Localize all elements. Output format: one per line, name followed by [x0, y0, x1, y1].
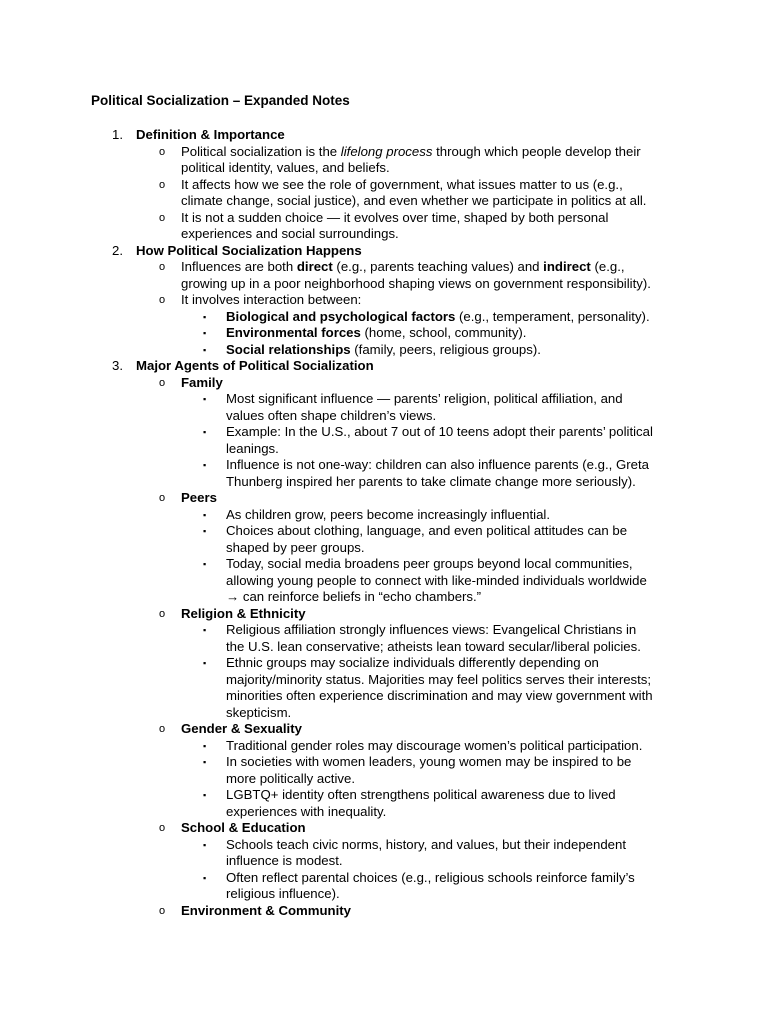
line-text [226, 837, 626, 854]
list-item [0, 144, 768, 161]
list-item [0, 457, 768, 474]
circle-bullet-icon: o [159, 607, 166, 620]
square-bullet-icon: ▪ [203, 460, 207, 470]
line-text [226, 424, 653, 441]
text-run: indirect [543, 259, 591, 274]
line-text [226, 705, 291, 722]
list-item [0, 738, 768, 755]
text-run: In societies with women leaders, young women may be inspired to be [226, 754, 632, 769]
circle-bullet-icon: o [159, 261, 166, 273]
line-text [226, 556, 633, 573]
list-item [0, 903, 768, 920]
circle-bullet-icon: o [159, 376, 166, 389]
line-text [226, 441, 279, 458]
circle-bullet-icon: o [159, 904, 166, 917]
circle-bullet-icon: o [159, 178, 166, 191]
list-item [0, 870, 768, 887]
text-run: Influences are both [181, 259, 297, 274]
list-item-continuation [0, 573, 768, 590]
line-text [226, 457, 649, 474]
list-number: 1. [112, 127, 123, 142]
text-run: growing up in a poor neighborhood shaping views on government responsibility). [181, 275, 651, 291]
list-item-continuation [0, 639, 768, 656]
list-item [0, 391, 768, 408]
list-item [0, 523, 768, 540]
line-text [181, 177, 623, 194]
circle-bullet-icon: o [159, 723, 166, 735]
line-text [226, 672, 651, 689]
text-run: experiences with inequality. [226, 803, 387, 819]
list-item-continuation [0, 441, 768, 458]
line-text [226, 870, 635, 887]
list-item-continuation [0, 853, 768, 870]
text-run: LGBTQ+ identity often strengthens political awareness due to lived [226, 787, 616, 802]
list-item-continuation [0, 226, 768, 243]
list-item [0, 820, 768, 837]
text-run: Peers [181, 490, 217, 505]
text-run: Often reflect parental choices (e.g., religious schools reinforce family’s [226, 869, 635, 885]
text-run: Example: In the U.S., about 7 out of 10 teens adopt their parents’ political [226, 424, 653, 439]
square-bullet-icon: ▪ [203, 509, 207, 520]
line-text [181, 820, 306, 837]
text-run: (e.g., temperament, personality). [455, 308, 650, 324]
list-item [0, 655, 768, 672]
list-item [0, 375, 768, 392]
text-run: minorities often experience discrimination and may view government with [226, 688, 653, 703]
list-item-continuation [0, 589, 768, 606]
list-item-continuation [0, 474, 768, 491]
line-text [226, 309, 650, 326]
square-bullet-icon: ▪ [203, 839, 207, 850]
square-bullet-icon: ▪ [203, 625, 207, 635]
list-number: 2. [112, 242, 123, 258]
text-run: the U.S. lean conservative; atheists lean toward secular/liberal policies. [226, 638, 641, 654]
list-item [0, 342, 768, 359]
line-text [226, 754, 631, 771]
text-run: majority/minority status. Majorities may feel politics serves their interests; [226, 671, 652, 687]
text-run: climate change, social justice), and even whether we participate in politics at all. [181, 193, 647, 208]
line-text [181, 226, 399, 243]
text-run: skepticism. [226, 704, 292, 720]
line-text [226, 391, 623, 408]
list-item-continuation [0, 771, 768, 788]
text-run: Schools teach civic norms, history, and values, but their independent [226, 836, 626, 852]
text-run: As children grow, peers become increasingly influential. [226, 506, 550, 522]
list-item-continuation [0, 540, 768, 557]
circle-bullet-icon: o [159, 145, 166, 158]
line-text [226, 639, 641, 656]
list-item [0, 424, 768, 441]
line-text [226, 688, 653, 705]
list-item [0, 507, 768, 524]
text-run: through which people develop their [432, 143, 641, 159]
text-run: Environmental forces [226, 325, 361, 340]
square-bullet-icon: ▪ [203, 394, 207, 404]
text-run: Religion & Ethnicity [181, 605, 306, 621]
list-item [0, 754, 768, 771]
line-text [136, 127, 285, 144]
square-bullet-icon: ▪ [203, 427, 207, 437]
list-item [0, 556, 768, 573]
text-run: lifelong process [340, 143, 433, 159]
square-bullet-icon: ▪ [203, 790, 207, 800]
square-bullet-icon: ▪ [203, 740, 207, 751]
square-bullet-icon: ▪ [203, 658, 207, 668]
text-run: (home, school, community). [360, 325, 527, 340]
circle-bullet-icon: o [159, 211, 166, 224]
text-run: (family, peers, religious groups). [350, 341, 541, 357]
line-text [226, 787, 616, 804]
line-text [226, 342, 541, 359]
square-bullet-icon: ▪ [203, 328, 207, 338]
line-text [181, 375, 223, 392]
text-run: Most significant influence — parents’ religion, political affiliation, and [226, 391, 623, 406]
list-item [0, 177, 768, 194]
list-item [0, 210, 768, 227]
section-heading [0, 243, 768, 260]
list-item [0, 837, 768, 854]
text-run: Thunberg inspired her parents to take climate change more seriously). [226, 473, 636, 489]
line-text [226, 804, 386, 821]
text-run: Ethnic groups may socialize individuals differently depending on [226, 655, 599, 670]
text-run: values often shape children’s views. [226, 407, 437, 423]
list-item [0, 292, 768, 309]
text-run: Social relationships [226, 341, 351, 357]
text-run: Today, social media broadens peer groups beyond local communities, [226, 556, 633, 571]
text-run: Biological and psychological factors [226, 308, 456, 324]
line-text [181, 292, 361, 309]
list-item [0, 622, 768, 639]
line-text [181, 259, 625, 276]
line-text [181, 490, 217, 507]
list-item-continuation [0, 276, 768, 293]
text-run: How Political Socialization Happens [136, 242, 362, 258]
line-text [226, 540, 365, 557]
line-text [136, 243, 362, 260]
line-text [181, 160, 390, 177]
square-bullet-icon: ▪ [203, 872, 207, 883]
line-text [181, 276, 651, 293]
circle-bullet-icon: o [159, 492, 166, 504]
square-bullet-icon: ▪ [203, 757, 207, 767]
list-item [0, 309, 768, 326]
line-text [181, 144, 641, 161]
line-text [226, 622, 636, 639]
text-run: allowing young people to connect with like-minded individuals worldwide [226, 572, 647, 588]
line-text [181, 903, 351, 920]
text-run: Family [181, 374, 223, 390]
text-run: Definition & Importance [136, 127, 285, 142]
square-bullet-icon: ▪ [203, 344, 207, 355]
text-run: School & Education [181, 820, 306, 835]
list-item [0, 606, 768, 623]
text-run: leanings. [226, 440, 279, 456]
square-bullet-icon: ▪ [203, 311, 207, 322]
list-number: 3. [112, 358, 123, 373]
line-text [226, 573, 647, 590]
text-run: (e.g., [590, 259, 625, 274]
line-text [226, 408, 436, 425]
text-run: Major Agents of Political Socialization [136, 358, 374, 373]
text-run: It is not a sudden choice — it evolves over time, shaped by both personal [181, 209, 609, 225]
text-run: Gender & Sexuality [181, 721, 302, 736]
document-title: Political Socialization – Expanded Notes [91, 93, 350, 108]
text-run: direct [296, 259, 333, 274]
line-text [226, 655, 599, 672]
line-text [226, 589, 481, 606]
list-item-continuation [0, 672, 768, 689]
list-item-continuation [0, 804, 768, 821]
text-run: (e.g., parents teaching values) and [332, 259, 544, 274]
text-run: It involves interaction between: [181, 292, 362, 307]
text-run: Influence is not one-way: children can also influence parents (e.g., Greta [226, 457, 649, 472]
text-run: Environment & Community [181, 902, 351, 918]
list-item [0, 721, 768, 738]
text-run: Traditional gender roles may discourage women’s political participation. [226, 737, 643, 753]
square-bullet-icon: ▪ [203, 559, 207, 569]
text-run: religious influence). [226, 886, 340, 901]
list-item [0, 325, 768, 342]
line-text [226, 886, 340, 903]
text-run: It affects how we see the role of government, what issues matter to us (e.g., [181, 176, 623, 192]
list-item-continuation [0, 160, 768, 177]
line-text [181, 721, 302, 738]
text-run: shaped by peer groups. [226, 539, 365, 555]
line-text [226, 771, 355, 788]
list-item [0, 490, 768, 507]
line-text [226, 523, 627, 540]
line-text [226, 507, 550, 524]
list-item [0, 259, 768, 276]
section-heading [0, 127, 768, 144]
text-run: more politically active. [226, 770, 355, 786]
list-item [0, 787, 768, 804]
list-item-continuation [0, 408, 768, 425]
list-item-continuation [0, 705, 768, 722]
text-run: → can reinforce beliefs in “echo chambers.” [226, 589, 482, 604]
line-text [226, 325, 526, 342]
section-heading [0, 358, 768, 375]
line-text [181, 210, 608, 227]
outline-list [0, 127, 768, 919]
line-text [181, 193, 646, 210]
text-run: Political socialization is the [181, 143, 341, 159]
list-item-continuation [0, 193, 768, 210]
line-text [226, 474, 636, 491]
text-run: Choices about clothing, language, and even political attitudes can be [226, 523, 628, 538]
list-item-continuation [0, 688, 768, 705]
square-bullet-icon: ▪ [203, 526, 207, 536]
circle-bullet-icon: o [159, 294, 166, 306]
line-text [226, 738, 642, 755]
text-run: influence is modest. [226, 853, 343, 868]
text-run: Religious affiliation strongly influences views: Evangelical Christians in [226, 622, 637, 637]
line-text [136, 358, 374, 375]
line-text [181, 606, 306, 623]
line-text [226, 853, 343, 870]
text-run: experiences and social surroundings. [181, 226, 399, 241]
list-item-continuation [0, 886, 768, 903]
text-run: political identity, values, and beliefs. [181, 160, 390, 175]
circle-bullet-icon: o [159, 822, 166, 834]
